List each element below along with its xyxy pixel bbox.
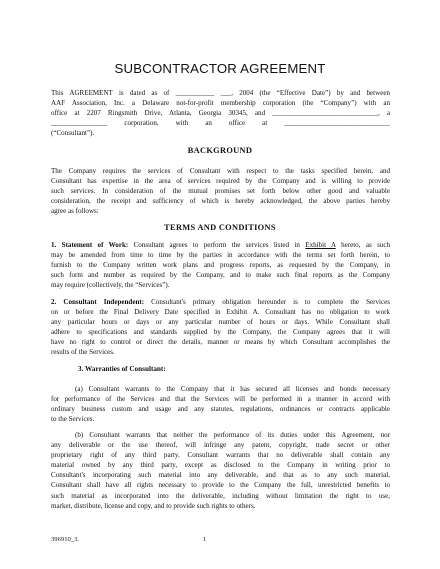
section-3a-line: ordinary business custom and usage and any statutes, regulations, ordinances or contracts applicable: [51, 405, 390, 414]
section-3b-line: Consultant shall have all rights necessary to provide to the Company the full, unrestricted benefits to: [51, 481, 390, 490]
section-1-line: may require (collectively, the “Services”).: [51, 281, 170, 290]
intro-line: AAF Association, Inc. a Delaware not-for-profit membership corporation (the “Company”) with an: [51, 99, 390, 108]
section-3b-line: market, distribute, license and copy, and to provide such rights to others.: [51, 501, 256, 510]
document-id: 396910_3.: [51, 536, 80, 543]
section-3a-paragraph: [51, 384, 390, 424]
background-line: Consultant has expertise in the area of services required by the Company and is willing to provide: [51, 177, 390, 186]
section-3a-line: for performance of the Services and that the Services will be performed in a manner in accord with: [51, 395, 390, 404]
intro-paragraph: [51, 88, 390, 138]
section-2-line: any particular hours or days or any particular number of hours or days. While Consultant shall: [51, 318, 390, 327]
section-2-label: 2. Consultant Independent:: [51, 298, 145, 306]
section-1-text-end: hereto, as such: [335, 241, 390, 249]
section-3b-line: (b) Consultant warrants that neither the performance of its duties under this Agreement, nor: [75, 431, 390, 439]
section-3b-paragraph: [51, 430, 390, 511]
section-1-label: 1. Statement of Work:: [51, 241, 129, 249]
background-paragraph: [51, 166, 390, 216]
intro-line: office at 2207 Ringsmith Drive, Atlanta, Georgia 30345, and ______________________________, a: [51, 109, 390, 118]
intro-line: This AGREEMENT is dated as of ___________ ___, 2004 (the “Effective Date”) by and between: [51, 89, 390, 97]
section-2-line: adhere to specifications and standards supplied by the Company, the Company agrees that it will: [51, 328, 390, 337]
background-line: agree as follows:: [51, 207, 99, 216]
exhibit-a-reference: Exhibit A: [305, 241, 336, 249]
section-3b-line: material owned by any third party, except as disclosed to the Company in writing prior to: [51, 461, 390, 470]
section-2-line: have no right to control or direct the details, manner or means by which Consultant accomplishes the: [51, 338, 390, 347]
section-3a-line: to the Services.: [51, 415, 95, 424]
section-1-text: Consultant agrees to perform the services listed in: [128, 241, 306, 249]
section-2-paragraph: [51, 297, 390, 358]
background-line: such services. In consideration of the mutual promises set forth below other good and valuable: [51, 187, 390, 196]
section-3b-line: Consultant's incorporating such material into any deliverable, and that as to any such material,: [51, 471, 390, 480]
page-number: 1: [203, 536, 207, 543]
section-3b-line: proprietary right of any third party. Consultant warrants that no deliverable shall contain any: [51, 451, 390, 460]
section-1-line: may be amended from time to time by the parties in accordance with the terms set forth herein, to: [51, 251, 390, 260]
section-1-line: furnish to the Company written work plans and progress reports, as requested by the Company, in: [51, 261, 390, 270]
section-3b-line: any deliverable or the use thereof, will infringe any patent, copyright, trade secret or other: [51, 441, 390, 450]
section-3a-line: (a) Consultant warrants to the Company that it has secured all licenses and bonds necessary: [75, 385, 390, 393]
section-1-first-line: [51, 240, 390, 250]
intro-line: ________________ corporation, with an office at ______________________________: [51, 119, 390, 128]
background-line: The Company requires the services of Consultant with respect to the tasks specified herein, and: [51, 167, 390, 175]
document-title: SUBCONTRACTOR AGREEMENT: [114, 61, 326, 76]
section-2-line: results of the Services.: [51, 348, 115, 357]
section-2-first-line: [51, 297, 390, 307]
background-line: consideration, the receipt and sufficiency of which is hereby acknowledged, the above parties hereby: [51, 197, 390, 206]
section-3b-line: such material as incorporated into the deliverable, including without limitation the right to use,: [51, 491, 390, 500]
terms-heading: TERMS AND CONDITIONS: [164, 223, 276, 232]
section-2-text: Consultant's primary obligation hereunder is to complete the Services: [144, 298, 390, 306]
intro-line: (“Consultant”).: [51, 129, 95, 138]
background-heading: BACKGROUND: [187, 146, 253, 155]
section-1-paragraph: [51, 240, 390, 290]
section-3-heading: 3. Warranties of Consultant:: [78, 365, 166, 373]
section-2-line: on or before the Final Delivery Date specified in Exhibit A. Consultant has no obligation to work: [51, 308, 390, 317]
section-1-line: such form and number as required by the Company, and to make such final reports as the Company: [51, 271, 390, 280]
